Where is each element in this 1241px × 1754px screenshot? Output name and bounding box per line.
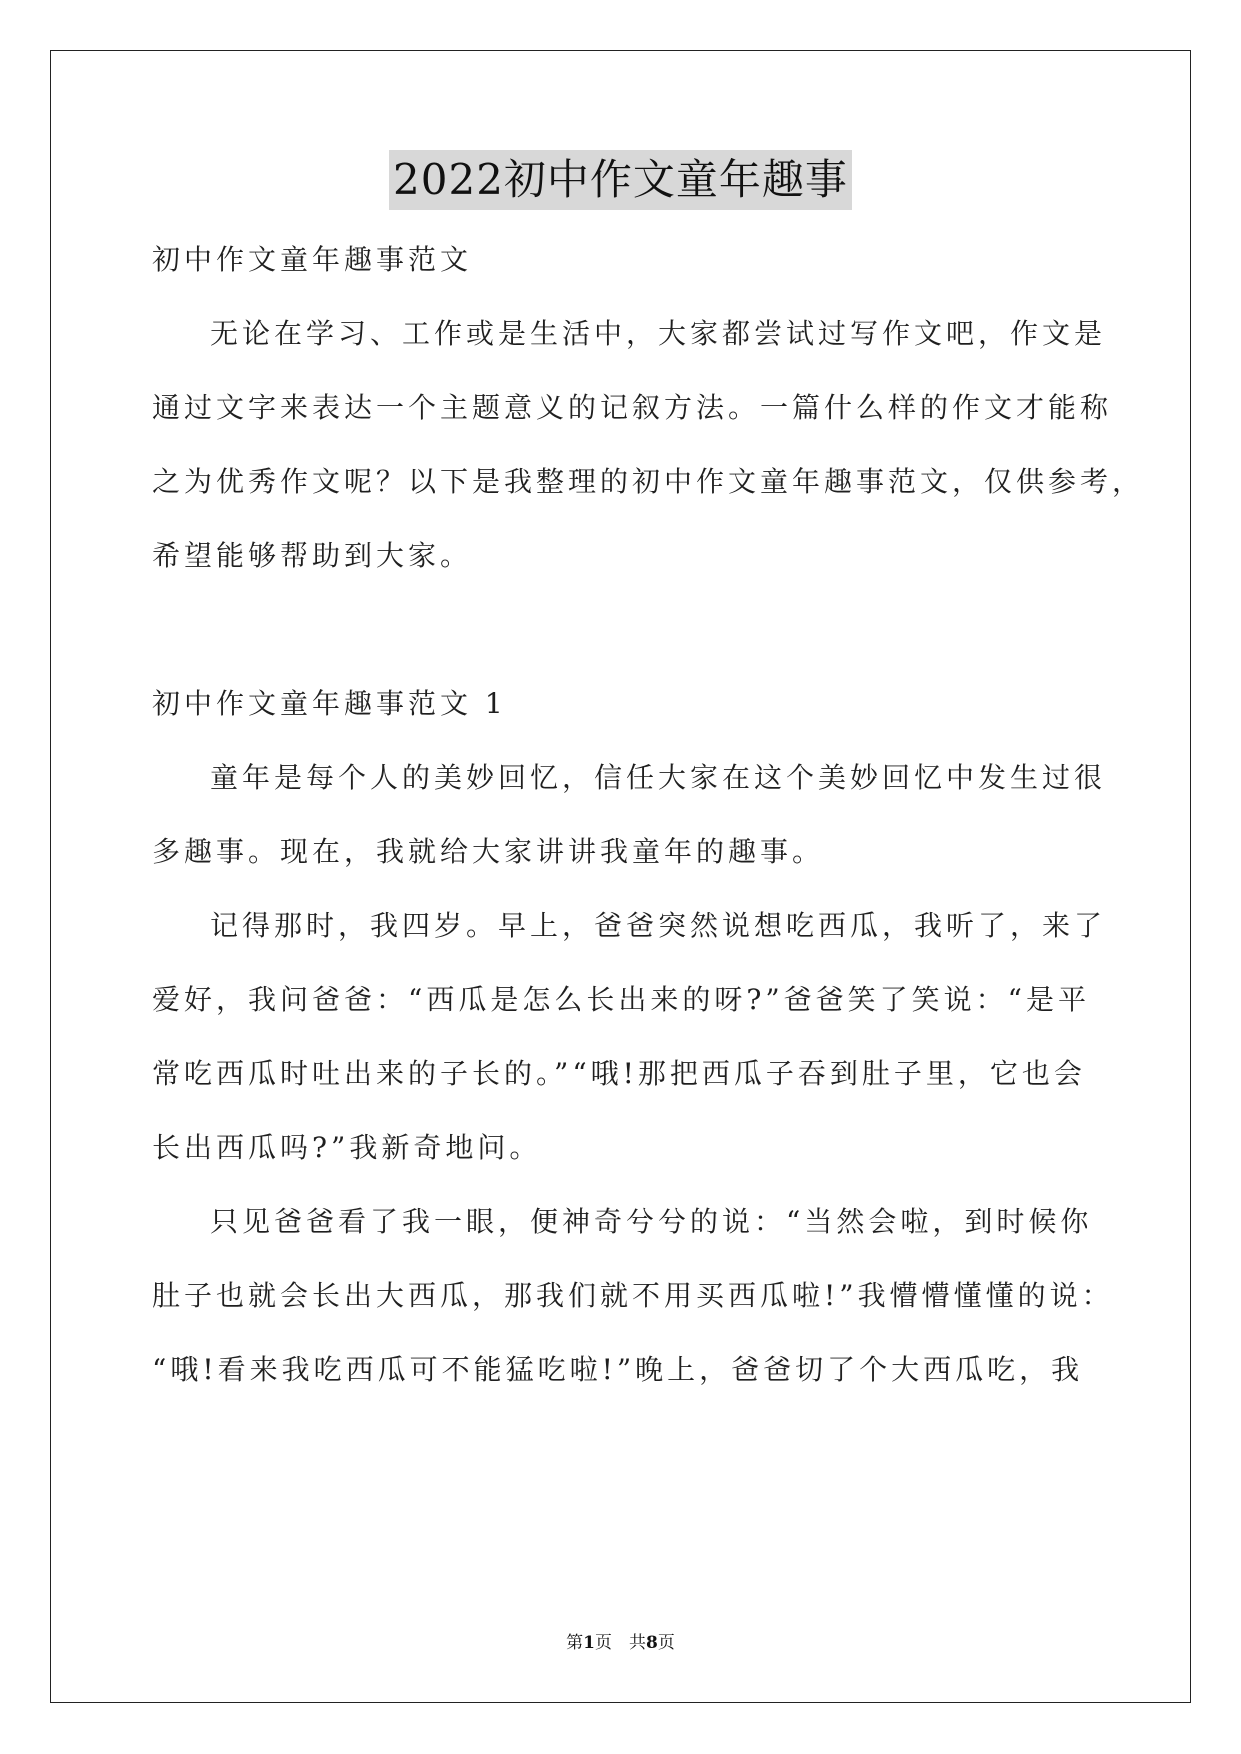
- paragraph-line: 希望能够帮助到大家。: [152, 539, 473, 572]
- paragraph-line: 常吃西瓜时吐出来的子长的。”“哦!那把西瓜子吞到肚子里，它也会: [152, 1057, 1086, 1090]
- paragraph-line: 之为优秀作文呢？以下是我整理的初中作文童年趣事范文，仅供参考，: [152, 465, 1145, 498]
- footer-prefix: 第: [566, 1633, 584, 1653]
- paragraph-line: 多趣事。现在，我就给大家讲讲我童年的趣事。: [152, 835, 825, 868]
- paragraph-line: 通过文字来表达一个主题意义的记叙方法。一篇什么样的作文才能称: [152, 391, 1113, 424]
- page-footer: [0, 1628, 1241, 1653]
- page-border: [50, 50, 1191, 1703]
- current-page-number: 1: [583, 1633, 595, 1653]
- footer-suffix: 页: [657, 1633, 675, 1653]
- footer-middle: 页 共: [595, 1633, 646, 1653]
- paragraph-line: 只见爸爸看了我一眼，便神奇兮兮的说：“当然会啦，到时候你: [210, 1205, 1093, 1238]
- document-title: 2022初中作文童年趣事: [389, 150, 852, 210]
- paragraph-line: 童年是每个人的美妙回忆，信任大家在这个美妙回忆中发生过很: [210, 761, 1107, 794]
- paragraph-line: 长出西瓜吗?”我新奇地问。: [152, 1131, 542, 1164]
- paragraph-line: 记得那时，我四岁。早上，爸爸突然说想吃西瓜，我听了，来了: [210, 909, 1107, 942]
- paragraph-line: 肚子也就会长出大西瓜，那我们就不用买西瓜啦!”我懵懵懂懂的说：: [152, 1279, 1114, 1312]
- paragraph-line: 无论在学习、工作或是生活中，大家都尝试过写作文吧，作文是: [210, 317, 1107, 350]
- paragraph-line: 爱好，我问爸爸：“西瓜是怎么长出来的呀?”爸爸笑了笑说：“是平: [152, 983, 1090, 1016]
- paragraph-line: “哦!看来我吃西瓜可不能猛吃啦!”晚上，爸爸切了个大西瓜吃，我: [152, 1353, 1084, 1386]
- total-pages: 8: [646, 1633, 658, 1653]
- section-heading: 初中作文童年趣事范文: [152, 243, 473, 276]
- title-container: [0, 150, 1241, 210]
- section-heading: 初中作文童年趣事范文 1: [152, 687, 507, 720]
